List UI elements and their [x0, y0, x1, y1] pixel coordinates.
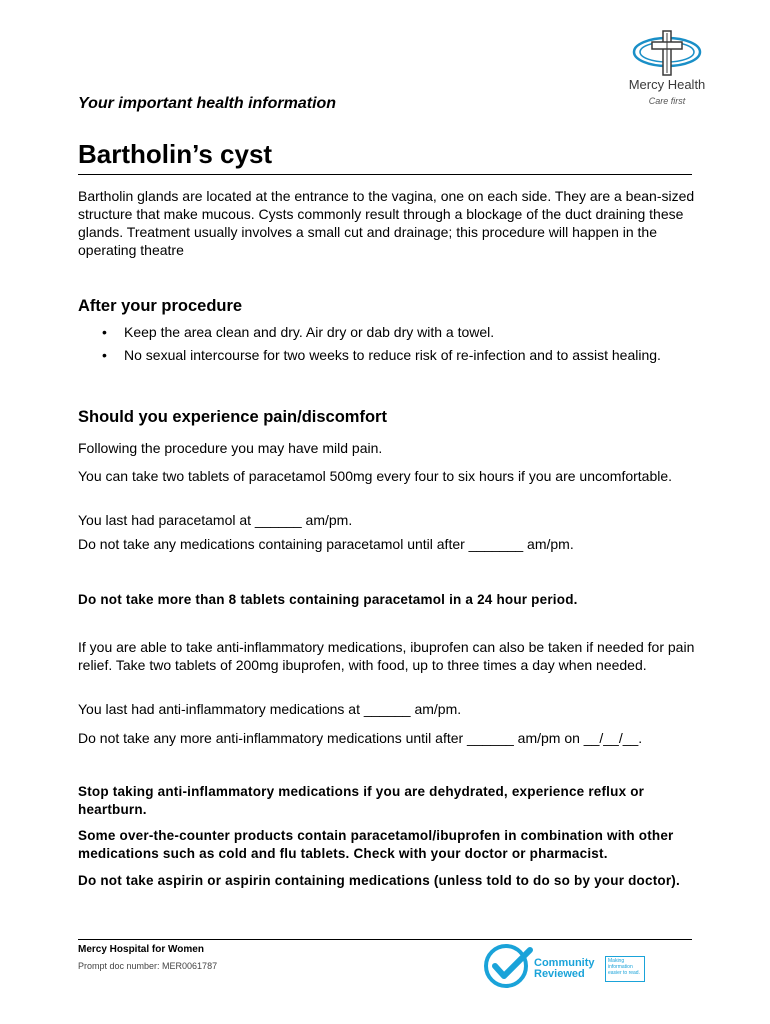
badge-label	[534, 958, 595, 980]
title-divider	[78, 174, 692, 175]
intro-paragraph: Bartholin glands are located at the entrance to the vagina, one on each side. They are a bean-sized structure that make mucous. Cysts commonly result through a blockage of the duct draining these glands. Treatment usually involves a small cut and drainage; this procedure will happen in the operating theatre	[78, 188, 695, 258]
paracetamol-next-time: Do not take any medications containing paracetamol until after _______ am/pm.	[78, 536, 574, 552]
bullet-icon: •	[102, 324, 107, 340]
footer-organisation: Mercy Hospital for Women	[78, 944, 204, 955]
footer-divider	[78, 939, 692, 940]
badge-line-1: Community	[534, 957, 595, 969]
paracetamol-warning: Do not take more than 8 tablets containing paracetamol in a 24 hour period.	[78, 592, 578, 607]
page-title: Bartholin’s cyst	[78, 139, 273, 169]
bullet-text: No sexual intercourse for two weeks to reduce risk of re-infection and to assist healing.	[124, 347, 661, 363]
antiinflammatory-next-time: Do not take any more anti-inflammatory medications until after ______ am/pm on __/__/__.	[78, 730, 643, 746]
page-kicker: Your important health information	[78, 95, 337, 112]
otc-combination-warning: Some over-the-counter products contain paracetamol/ibuprofen in combination with other medications such as cold and flu tablets. Check with your doctor or pharmacist.	[78, 828, 674, 861]
list-item	[78, 324, 698, 341]
antiinflammatory-last-taken: You last had anti-inflammatory medications at ______ am/pm.	[78, 701, 462, 717]
logo-tagline: Care first	[648, 96, 686, 106]
pain-paragraph-2: You can take two tablets of paracetamol 500mg every four to six hours if you are uncomfortable.	[78, 468, 673, 484]
after-heading: After your procedure	[78, 297, 243, 315]
community-reviewed-badge	[484, 944, 648, 992]
ibuprofen-paragraph: If you are able to take anti-inflammatory medications, ibuprofen can also be taken if needed for pain relief. Take two tablets of 200mg ibuprofen, with food, up to three times a day when needed.	[78, 639, 695, 673]
aspirin-warning: Do not take aspirin or aspirin containing medications (unless told to do so by your doctor).	[78, 873, 680, 888]
cross-emblem-icon	[630, 30, 704, 76]
mercy-health-logo	[622, 30, 712, 110]
paracetamol-last-taken: You last had paracetamol at ______ am/pm.	[78, 512, 353, 528]
after-bullet-list	[78, 324, 698, 370]
bullet-icon: •	[102, 347, 107, 363]
pain-paragraph-1: Following the procedure you may have mild pain.	[78, 440, 383, 456]
footer-doc-number: Prompt doc number: MER0061787	[78, 961, 218, 971]
bullet-text: Keep the area clean and dry. Air dry or dab dry with a towel.	[124, 324, 495, 340]
logo-name: Mercy Health	[628, 77, 706, 92]
list-item	[78, 347, 698, 364]
badge-info-box: Making information easier to read.	[605, 956, 645, 982]
badge-line-2: Reviewed	[534, 968, 585, 980]
checkmark-icon	[484, 944, 536, 990]
pain-heading: Should you experience pain/discomfort	[78, 408, 387, 426]
antiinflammatory-warning: Stop taking anti-inflammatory medications if you are dehydrated, experience reflux or heartburn.	[78, 784, 645, 817]
